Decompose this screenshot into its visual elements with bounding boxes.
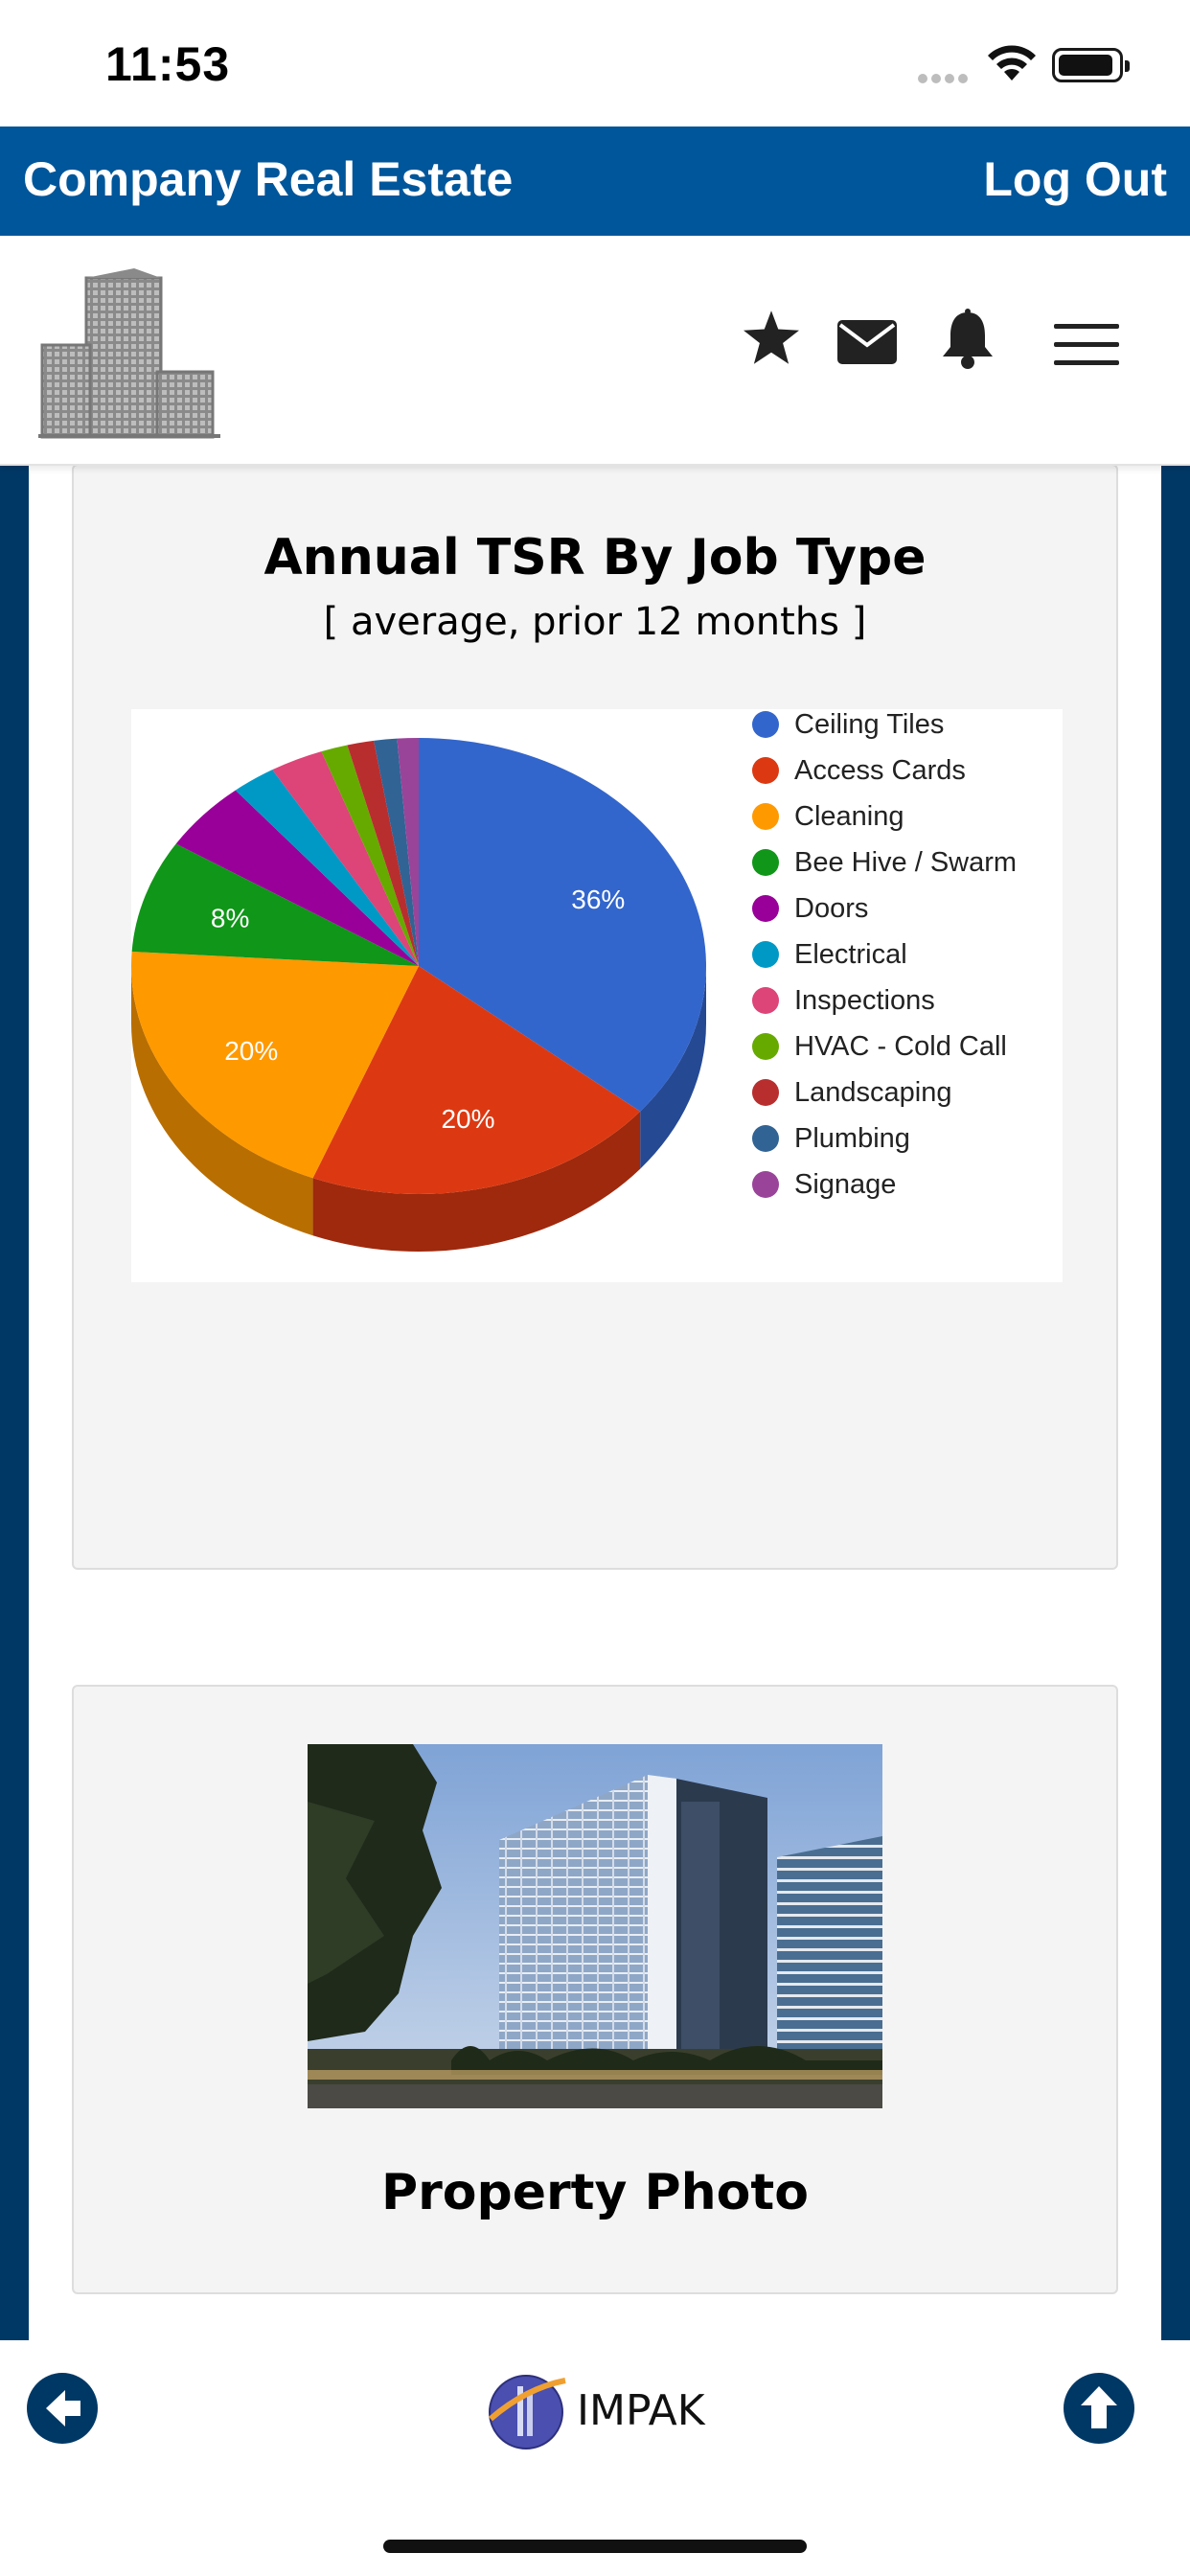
chart-subtitle: [ average, prior 12 months ] bbox=[323, 600, 867, 644]
impak-logo-icon bbox=[485, 2369, 567, 2451]
legend-label: Signage bbox=[794, 1168, 897, 1200]
legend-swatch bbox=[752, 1079, 779, 1106]
legend-item[interactable] bbox=[752, 978, 935, 1024]
legend-swatch bbox=[752, 711, 779, 738]
pie-chart bbox=[131, 709, 1063, 1282]
bottom-bar bbox=[0, 2340, 1190, 2576]
photo-caption: Property Photo bbox=[381, 2164, 809, 2221]
legend-item[interactable] bbox=[752, 748, 966, 794]
legend-swatch bbox=[752, 987, 779, 1014]
legend-label: Ceiling Tiles bbox=[794, 708, 945, 740]
legend-swatch bbox=[752, 895, 779, 922]
bell-icon[interactable] bbox=[939, 309, 996, 370]
building-logo[interactable] bbox=[38, 266, 220, 439]
property-photo[interactable] bbox=[308, 1744, 882, 2108]
legend-swatch bbox=[752, 941, 779, 968]
legend-label: HVAC - Cold Call bbox=[794, 1030, 1007, 1062]
brand-logo bbox=[485, 2369, 705, 2451]
legend-label: Landscaping bbox=[794, 1076, 952, 1108]
legend-label: Cleaning bbox=[794, 800, 904, 832]
legend-item[interactable] bbox=[752, 1116, 910, 1162]
legend-swatch bbox=[752, 1033, 779, 1060]
legend-label: Access Cards bbox=[794, 754, 966, 786]
mail-icon[interactable] bbox=[837, 320, 897, 364]
menu-icon[interactable] bbox=[1054, 324, 1119, 366]
legend-item[interactable] bbox=[752, 794, 904, 840]
legend-item[interactable] bbox=[752, 1162, 896, 1208]
legend-swatch bbox=[752, 1171, 779, 1198]
app-title: Company Real Estate bbox=[23, 152, 514, 206]
status-time: 11:53 bbox=[105, 37, 231, 91]
frame-right bbox=[1161, 466, 1190, 2340]
brand-name: IMPAK bbox=[577, 2385, 705, 2435]
pie-data-label: 20% bbox=[441, 1104, 495, 1135]
back-arrow-icon[interactable] bbox=[27, 2373, 98, 2444]
app-header bbox=[0, 126, 1190, 236]
legend-label: Doors bbox=[794, 892, 869, 924]
photo-card bbox=[72, 1685, 1118, 2294]
legend-label: Bee Hive / Swarm bbox=[794, 846, 1018, 878]
legend-label: Inspections bbox=[794, 984, 935, 1016]
pie-data-label: 8% bbox=[210, 903, 250, 933]
legend-item[interactable] bbox=[752, 1024, 1007, 1070]
frame-left bbox=[0, 466, 29, 2340]
legend-label: Electrical bbox=[794, 938, 907, 970]
wifi-icon bbox=[985, 42, 1039, 82]
star-icon[interactable] bbox=[744, 310, 799, 364]
legend-swatch bbox=[752, 803, 779, 830]
pie-data-label: 36% bbox=[571, 885, 626, 915]
chart-title: Annual TSR By Job Type bbox=[263, 529, 927, 586]
chart-card bbox=[72, 464, 1118, 1570]
home-indicator bbox=[383, 2540, 807, 2553]
legend-swatch bbox=[752, 1125, 779, 1152]
battery-icon bbox=[1052, 48, 1123, 82]
scroll-up-icon[interactable] bbox=[1064, 2373, 1134, 2444]
toolbar bbox=[0, 236, 1190, 466]
pie-svg bbox=[131, 709, 744, 1282]
pie-data-label: 20% bbox=[224, 1035, 279, 1066]
legend-swatch bbox=[752, 757, 779, 784]
logout-button[interactable]: Log Out bbox=[983, 152, 1167, 206]
legend-item[interactable] bbox=[752, 932, 907, 978]
legend-item[interactable] bbox=[752, 1070, 951, 1116]
legend-item[interactable] bbox=[752, 702, 944, 748]
legend-item[interactable] bbox=[752, 840, 1017, 886]
legend-label: Plumbing bbox=[794, 1122, 910, 1154]
legend-item[interactable] bbox=[752, 886, 868, 932]
status-bar bbox=[0, 0, 1190, 126]
cellular-signal-icon bbox=[918, 71, 973, 80]
legend-swatch bbox=[752, 849, 779, 876]
